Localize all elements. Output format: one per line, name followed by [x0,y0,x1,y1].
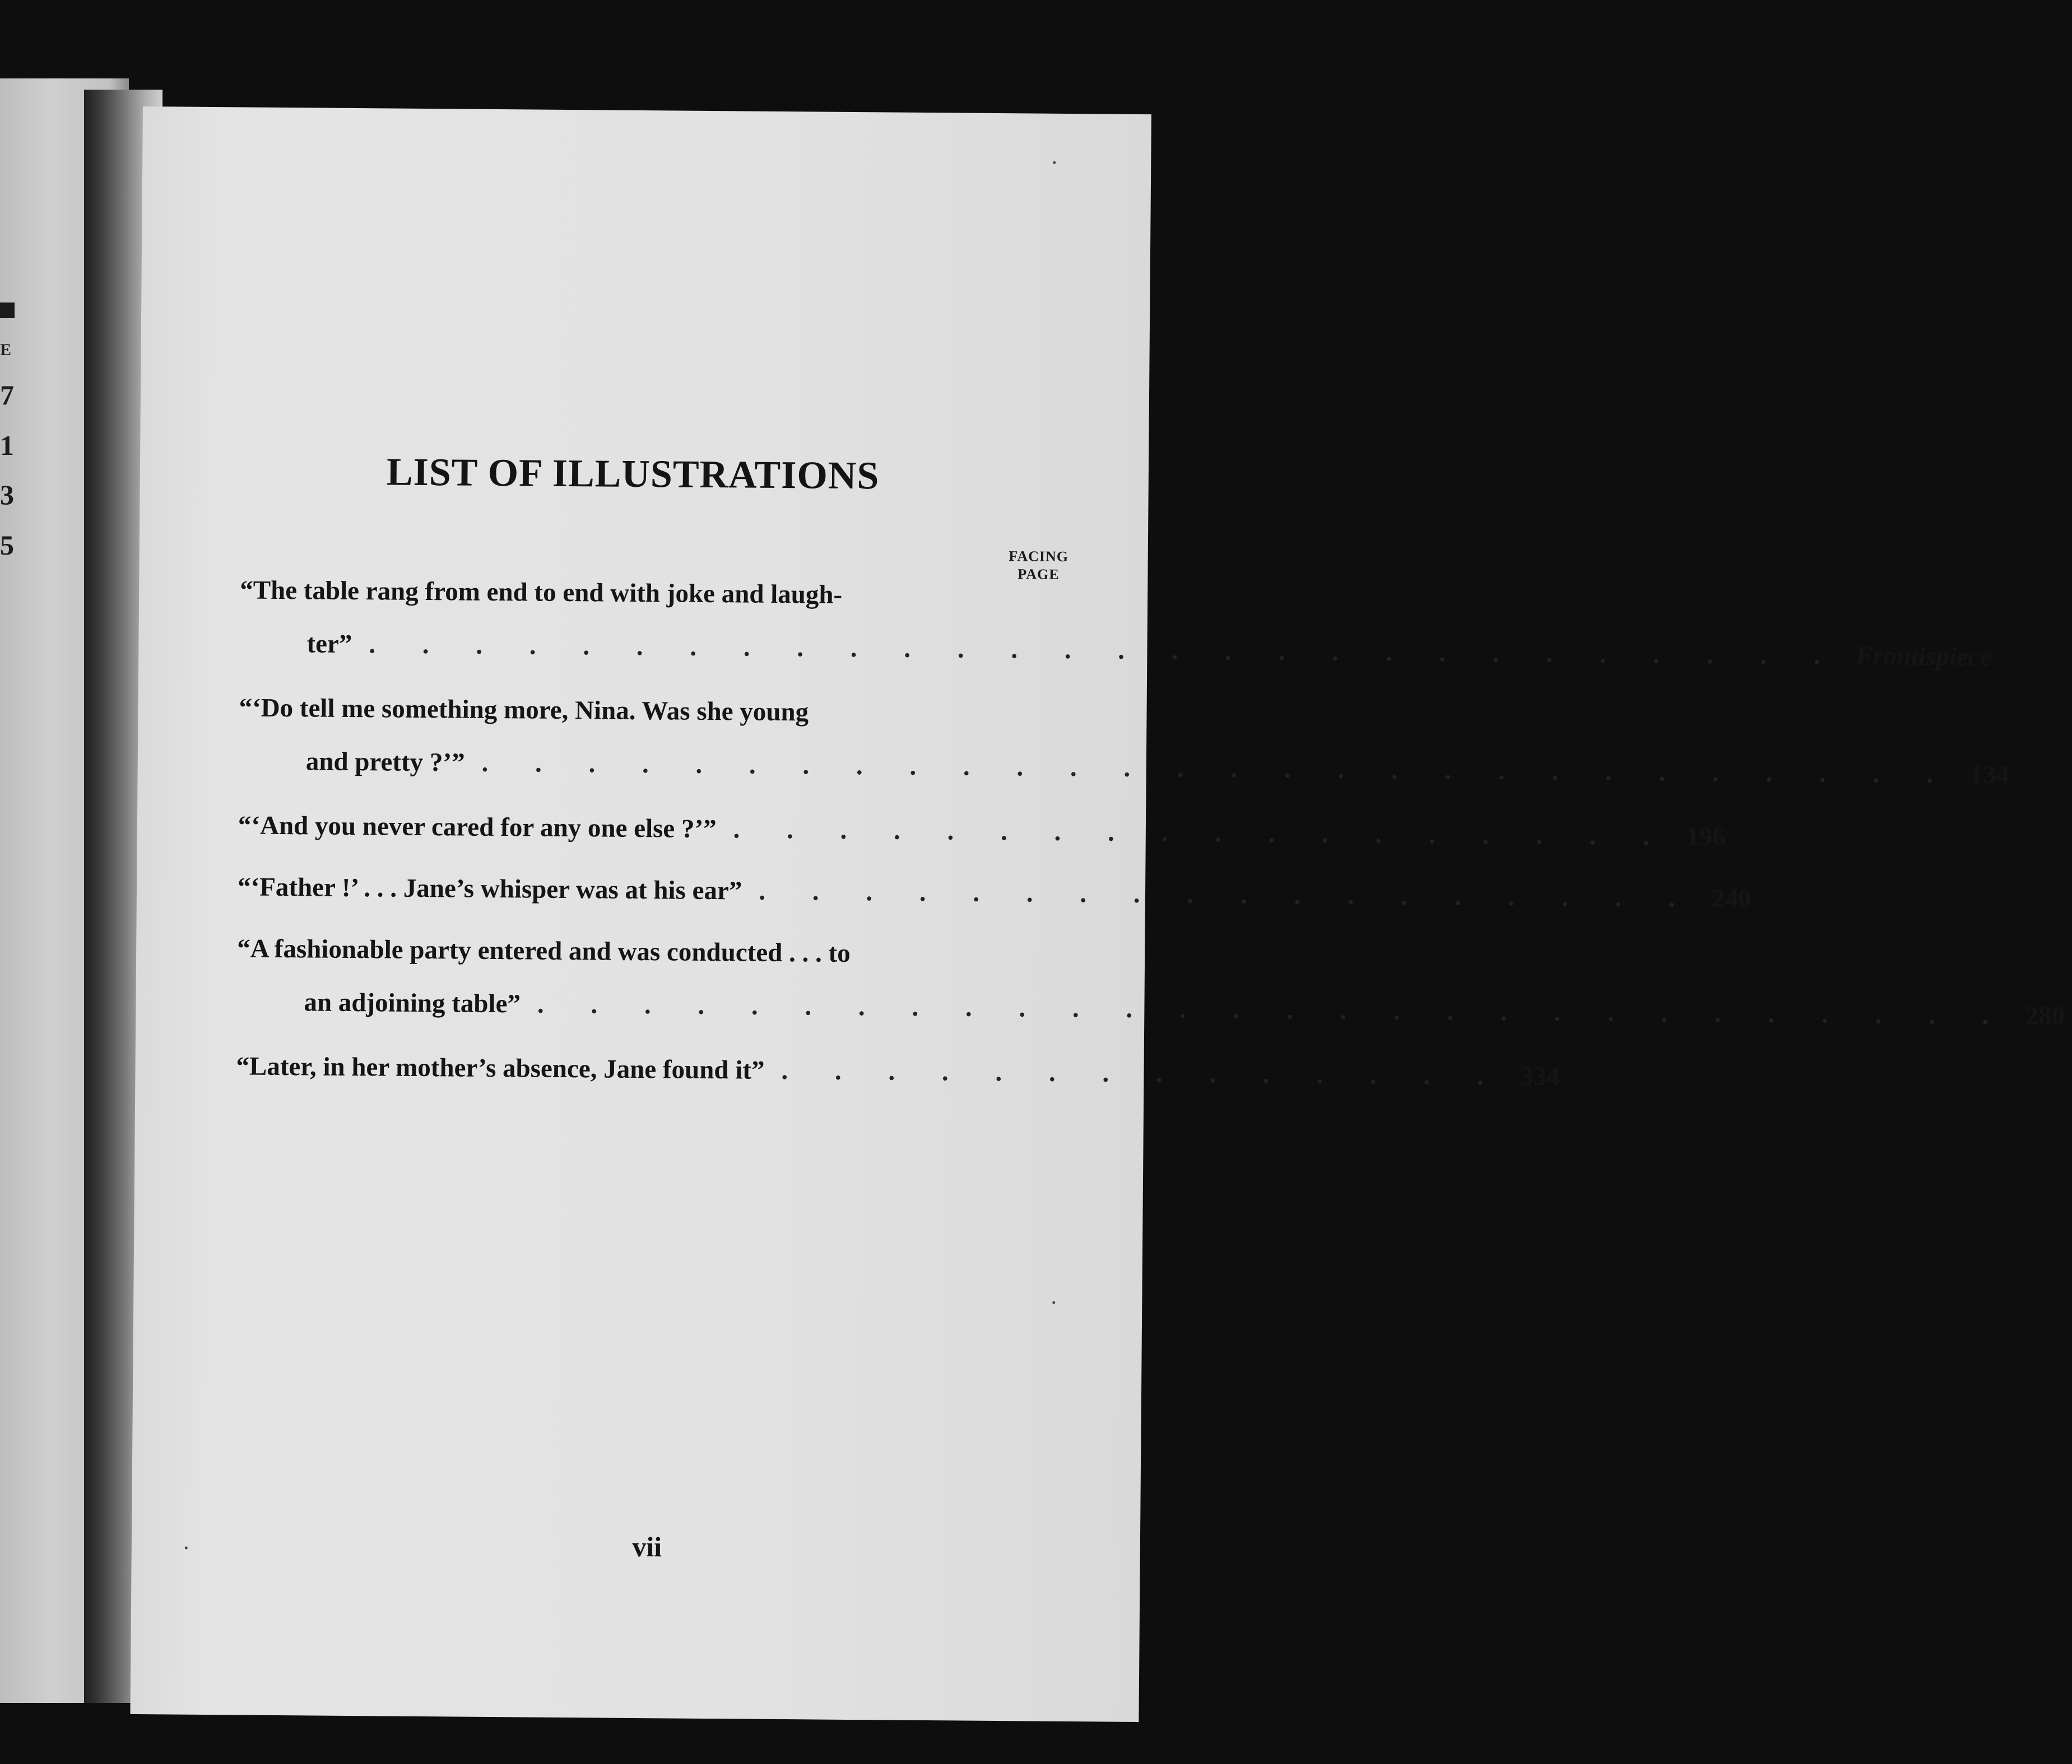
entry-line [238,734,2009,794]
illustration-entry [238,799,1726,859]
page-number: 196 [1686,822,1726,852]
previous-page-fragment: 1 [0,430,14,461]
dot-leader: . . . . . . . . . . . . . . . . . . . . . . . . . . . . [481,748,1953,789]
entry-text: “‘Do tell me something more, Nina. Was she young [239,693,809,727]
dot-leader: . . . . . . . . . . . . . . . . . . . . . . . . . . . . [537,989,2009,1031]
illustration-entry [236,1040,1560,1100]
page-heading: LIST OF ILLUSTRATIONS [386,450,880,498]
page-number: 240 [1711,884,1752,914]
illustration-entry [237,860,1752,920]
page-number: 280 [2025,1001,2065,1031]
book-page [130,106,2065,1722]
previous-page-fragment: E [0,341,12,359]
previous-page-fragment: 3 [0,479,14,510]
illustration-entry [236,922,2065,1035]
entry-line [239,617,1992,677]
entry-text: “A fashionable party entered and was conducted . . . to [236,934,851,968]
illustration-entry [238,681,2009,794]
dot-leader: . . . . . . . . . . . . . . . . . . [733,814,1670,851]
dot-leader: . . . . . . . . . . . . . . . . . . [759,876,1695,913]
previous-page-fragment: 7 [0,379,14,411]
page-number: 134 [1969,760,2009,790]
entry-line [239,681,1085,741]
entry-text: “Later, in her mother’s absence, Jane found it” [236,1051,765,1085]
previous-page-rule [0,302,15,318]
illustration-entry [239,564,1992,677]
entry-text: “‘Father !’ . . . Jane’s whisper was at his ear” [237,872,742,906]
facing-header-line: PAGE [1018,566,1060,583]
entry-text: and pretty ?’” [305,747,465,778]
page-number: 334 [1520,1062,1560,1091]
entry-line [240,564,1086,623]
entry-text: ter” [306,629,352,659]
entry-text: “The table rang from end to end with joke and laugh- [240,575,843,609]
entry-line [236,1040,1560,1100]
page-folio: vii [632,1530,662,1563]
entry-line [236,975,2065,1035]
entry-text: an adjoining table” [304,988,521,1019]
scan-speck [1053,161,1056,164]
dot-leader: . . . . . . . . . . . . . . [781,1056,1504,1091]
entry-line [237,922,1084,982]
entry-line [237,860,1752,920]
previous-page-fragment: 5 [0,529,14,561]
page-number: Frontispiece [1855,641,1992,672]
scan-speck [185,1547,188,1549]
scan-speck [1052,1301,1055,1304]
facing-header-line: FACING [1009,548,1069,565]
entry-line [238,799,1726,859]
dot-leader: . . . . . . . . . . . . . . . . . . . . . . . . . . . . [369,630,1841,671]
entry-text: “‘And you never cared for any one else ?’” [238,811,717,844]
